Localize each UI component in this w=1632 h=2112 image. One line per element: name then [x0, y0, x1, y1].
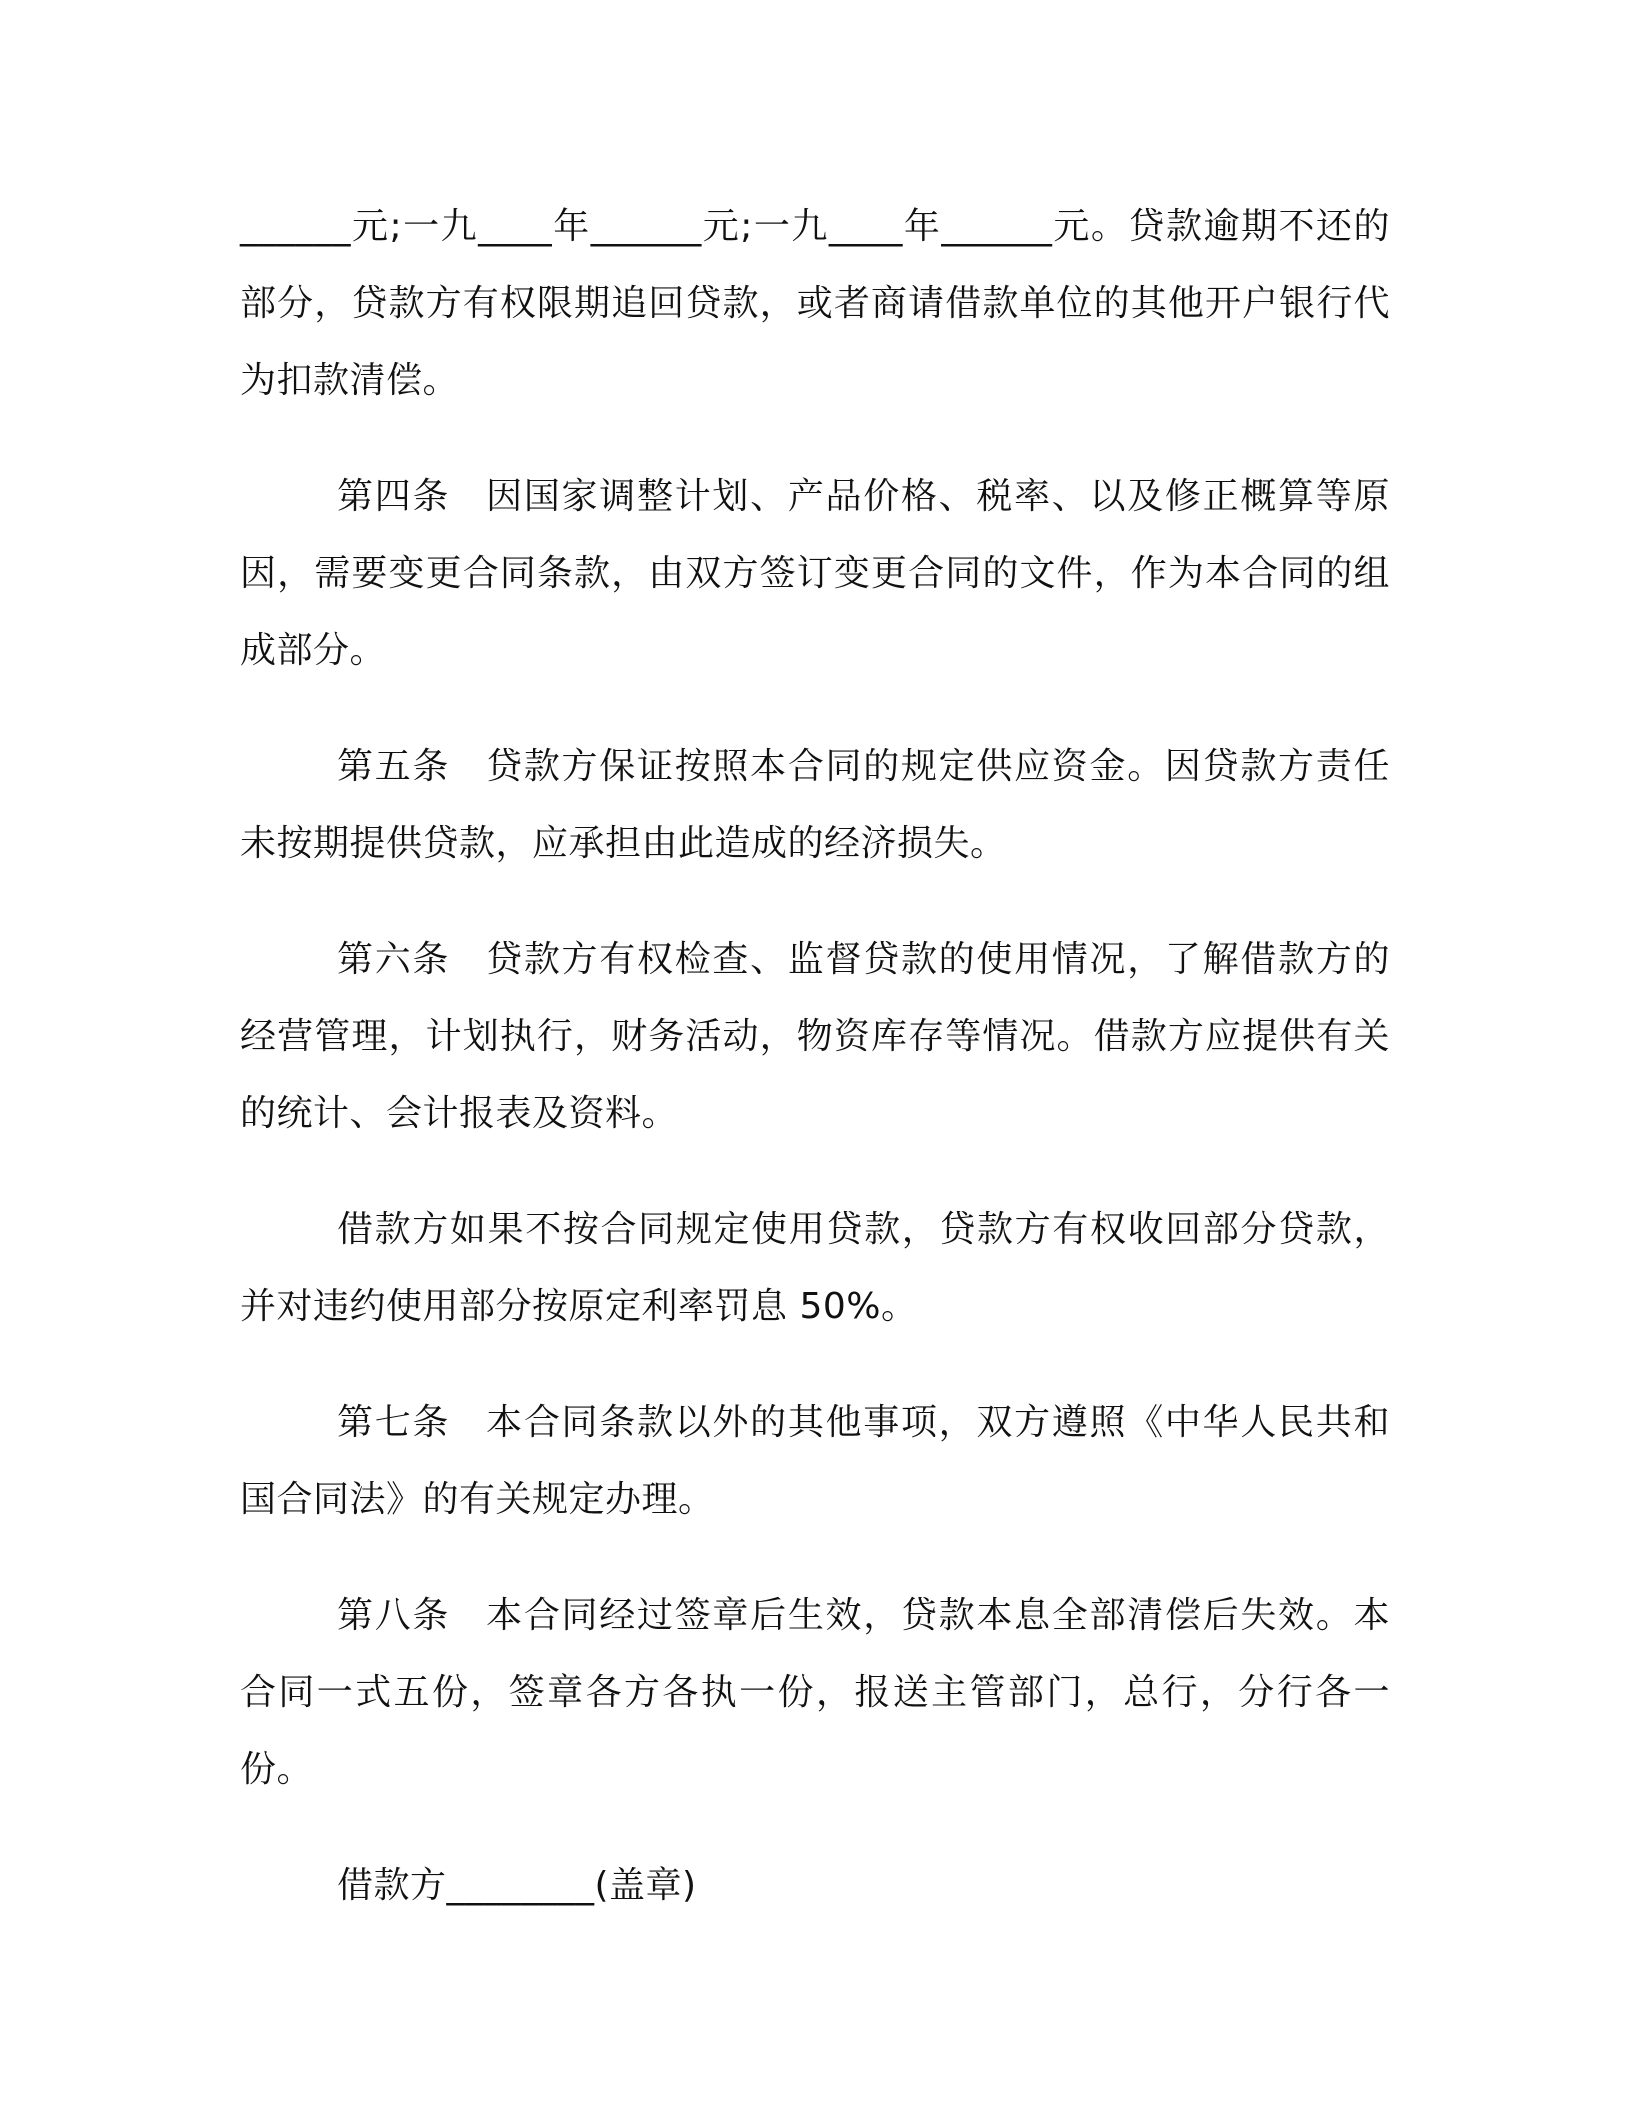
paragraph-article-6: [240, 921, 1390, 1152]
article-number: 第五条: [337, 746, 451, 787]
article-number: 第七条: [337, 1402, 451, 1443]
paragraph-text: ______元;一九____年______元;一九____年______元。贷款逾期不还的部分，贷款方有权限期追回贷款，或者商请借款单位的其他开户银行代为扣款清偿。: [240, 206, 1390, 401]
paragraph-article-8: [240, 1577, 1390, 1808]
borrower-signature-line: [240, 1847, 1390, 1924]
article-number: 第六条: [337, 939, 451, 980]
paragraph-text: 本合同条款以外的其他事项，双方遵照《中华人民共和国合同法》的有关规定办理。: [240, 1402, 1390, 1520]
document-body: [240, 188, 1390, 1963]
paragraph-text: 因国家调整计划、产品价格、税率、以及修正概算等原因，需要变更合同条款，由双方签订变更合同的文件，作为本合同的组成部分。: [240, 476, 1390, 671]
paragraph-article-4: [240, 458, 1390, 689]
paragraph-article-7: [240, 1384, 1390, 1538]
signature-text: 借款方________(盖章): [337, 1865, 697, 1906]
article-number: 第四条: [337, 476, 451, 517]
paragraph-misuse-penalty: [240, 1191, 1390, 1345]
paragraph-text: 贷款方有权检查、监督贷款的使用情况，了解借款方的经营管理，计划执行，财务活动，物资库存等情况。借款方应提供有关的统计、会计报表及资料。: [240, 939, 1390, 1134]
paragraph-repayment-continuation: [240, 188, 1390, 419]
paragraph-text: 本合同经过签章后生效，贷款本息全部清偿后失效。本合同一式五份，签章各方各执一份，报送主管部门，总行，分行各一份。: [240, 1595, 1390, 1790]
paragraph-text: 贷款方保证按照本合同的规定供应资金。因贷款方责任未按期提供贷款，应承担由此造成的经济损失。: [240, 746, 1390, 864]
article-number: 第八条: [337, 1595, 451, 1636]
paragraph-text: 借款方如果不按合同规定使用贷款，贷款方有权收回部分贷款，并对违约使用部分按原定利率罚息 50%。: [240, 1209, 1390, 1327]
paragraph-article-5: [240, 728, 1390, 882]
